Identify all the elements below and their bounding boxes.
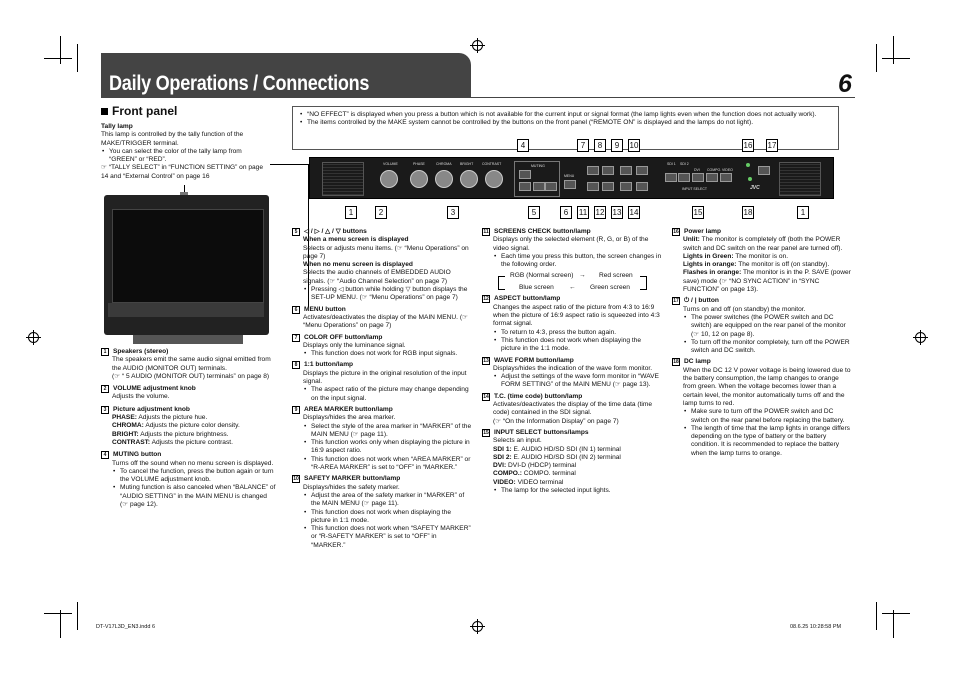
item-17-title: 17 ⏻ / | button <box>673 297 719 305</box>
safety-marker-button[interactable] <box>636 166 648 175</box>
item-18-bullet: • Make sure to turn off the POWER switch and DC switch on the rear panel before replacing the battery. <box>683 408 852 425</box>
tally-body: This lamp is controlled by the tally function of the MAKE/TRIGGER terminal. <box>101 131 244 147</box>
item-15-sdi1: SDI 1: E. AUDIO HD/SD SDI (IN 1) terminal <box>493 445 621 453</box>
callout-7: 7 <box>577 139 589 152</box>
footer-file: DT-V17L3D_EN3.indd 6 <box>96 624 156 630</box>
sdi1-label: SDI 1 <box>667 162 676 166</box>
sdi2-label: SDI 2 <box>680 162 689 166</box>
crop-mark <box>44 58 72 59</box>
callout-18: 18 <box>743 208 753 217</box>
crop-mark <box>893 610 894 638</box>
callout-3: 3 <box>447 206 459 219</box>
item-14-body: Activates/deactivates the display of the time data (time code) contained in the SDI signal. <box>493 401 653 417</box>
crop-mark <box>882 613 910 614</box>
callout-2: 2 <box>375 206 387 219</box>
item-12-bullet: • This function does not work when displaying the picture in the 1:1 mode. <box>493 337 662 354</box>
tally-lamp-description <box>101 123 271 181</box>
item-16-green: Lights in Green: The monitor is on. <box>683 252 789 260</box>
wave-form-button[interactable] <box>620 182 632 191</box>
item-10-body: Displays/hides the safety marker. <box>303 483 400 491</box>
item-11-body: Displays only the selected element (R, G, or B) of the video signal. <box>493 236 649 252</box>
contrast-knob[interactable] <box>485 170 503 188</box>
flow-bracket-right <box>640 276 647 290</box>
item-4-bullet: • Muting function is also canceled when “BALANCE” of “AUDIO SETTING” in the MAIN MENU is changed (☞ page 12). <box>112 484 276 509</box>
flow-green: Green screen <box>590 284 630 292</box>
tally-ref: ☞ “TALLY SELECT” in “FUNCTION SETTING” on page 14 and “External Control” on page 16 <box>101 164 263 180</box>
brand-logo: JVC <box>750 185 760 191</box>
item-12-body: Changes the aspect ratio of the picture from 4:3 to 16:9 when the picture of 16:9 aspect ratio is squeezed into 4:3 format signal. <box>493 303 660 328</box>
item-4-bullet: • To cancel the function, press the button again or turn the VOLUME adjustment knob. <box>112 468 276 485</box>
item-1-body: The speakers emit the same audio signal emitted from the AUDIO (MONITOR OUT) terminals. <box>112 356 271 372</box>
item-11-bullet: • Each time you press this button, the screen changes in the following order. <box>493 253 662 270</box>
callout-11: 11 <box>578 208 588 217</box>
footer-date: 08.6.25 10:28:58 PM <box>790 624 842 630</box>
column-4 <box>672 228 852 458</box>
crop-mark <box>60 610 61 638</box>
item-13-title: 13 WAVE FORM button/lamp <box>483 356 574 364</box>
item-9-title: 9 AREA MARKER button/lamp <box>292 406 472 414</box>
right-arrow-button[interactable] <box>545 182 557 191</box>
crop-mark <box>77 44 78 72</box>
chroma-knob[interactable] <box>435 170 453 188</box>
phase-knob[interactable] <box>410 170 428 188</box>
note-item: • “NO EFFECT” is displayed when you press a button which is not available for the current input or signal format (the lamp lights even when the function does not actually work). <box>299 111 829 119</box>
callout-5: 5 <box>528 206 540 219</box>
notes-box <box>292 106 839 150</box>
callout-17: 17 <box>767 141 777 150</box>
column-1 <box>101 348 276 509</box>
crop-mark <box>876 44 877 72</box>
sdi1-button[interactable] <box>665 173 677 182</box>
item-9-bullet: • This function does not work when “AREA MARKER” or “R-AREA MARKER” is set to “OFF” in “MARKER.” <box>303 456 472 473</box>
left-arrow-button[interactable] <box>519 182 531 191</box>
front-panel-illustration <box>309 157 834 199</box>
flow-rgb: RGB (Normal screen) <box>510 272 574 280</box>
menu-button[interactable] <box>564 180 576 189</box>
registration-mark-icon <box>915 332 926 343</box>
crop-mark <box>893 36 894 64</box>
callout-15: 15 <box>693 208 703 217</box>
phase-label: PHASE <box>413 162 425 166</box>
item-10-title: 10 SAFETY MARKER button/lamp <box>293 475 401 483</box>
muting-button[interactable] <box>519 170 531 179</box>
flow-red: Red screen <box>599 272 633 280</box>
callout-4: 4 <box>517 139 529 152</box>
callout-14: 14 <box>629 208 639 217</box>
item-15-compo: COMPO.: COMPO. terminal <box>493 470 576 478</box>
dvi-label: DVI <box>694 168 700 172</box>
screens-check-button[interactable] <box>587 182 599 191</box>
item-16-orange: Lights in orange: The monitor is off (on standby). <box>683 261 830 269</box>
item-8-title: 8 1:1 button/lamp <box>292 361 472 369</box>
item-4-body: Turns off the sound when no menu screen is displayed. <box>112 459 274 467</box>
item-7-title: 7 COLOR OFF button/lamp <box>292 334 472 342</box>
arrow-button-cluster <box>514 161 560 197</box>
item-17-bullet: • To turn off the monitor completely, turn off the POWER switch and DC switch. <box>683 339 852 356</box>
callout-1: 1 <box>345 206 357 219</box>
item-6-title: 6 MENU button <box>292 306 472 314</box>
column-3 <box>482 228 662 495</box>
item-1-title: 1 Speakers (stereo) <box>101 348 276 356</box>
item-3-title: 3 Picture adjustment knob <box>101 406 276 414</box>
crop-mark <box>60 36 61 64</box>
item-13-body: Displays/hides the indication of the wave form monitor. <box>493 364 653 372</box>
video-button[interactable] <box>720 173 732 182</box>
registration-mark-icon <box>472 40 483 51</box>
up-arrow-button[interactable] <box>533 182 545 191</box>
item-14-ref: (☞ “On the Information Display” on page 7) <box>493 417 619 425</box>
speaker-right <box>779 162 821 196</box>
title-banner <box>101 53 471 98</box>
item-4-title: 4 MUTING button <box>101 451 276 459</box>
monitor-illustration <box>104 195 269 335</box>
item-18-body: When the DC 12 V power voltage is being lowered due to the battery consumption, the lamp changes to orange from green. When the voltage becomes lower than a certain level, the monitor automatically turns off and the lamp turns to red. <box>683 366 851 407</box>
crop-mark <box>44 613 72 614</box>
compo-label: COMPO. <box>707 168 722 172</box>
item-2-title: 2 VOLUME adjustment knob <box>101 385 276 393</box>
arrow-right-icon: → <box>579 272 586 280</box>
header-rule <box>471 97 855 98</box>
item-10-bullet: • This function does not work when “SAFETY MARKER” or “R-SAFETY MARKER” is set to “OFF” in “MARKER.” <box>303 525 472 550</box>
item-5-sub1: When a menu screen is displayed <box>303 236 409 244</box>
item-8-body: Displays the picture in the original resolution of the input signal. <box>303 369 467 386</box>
tally-title: Tally lamp <box>101 123 133 130</box>
item-18-bullet: • The length of time that the lamp lights in orange differs depending on the type of battery or the battery condition. It is recommended to replace the battery when the lamp turns to orange. <box>683 425 852 458</box>
callout-10: 10 <box>629 141 639 150</box>
volume-label: VOLUME <box>383 162 398 166</box>
item-2-body: Adjusts the volume. <box>112 393 170 401</box>
item-9-body: Displays/hides the area marker. <box>303 414 396 422</box>
crop-mark <box>876 602 877 630</box>
note-item: • The items controlled by the MAKE system cannot be controlled by the buttons on the front panel (“REMOTE ON” is displayed and the lamps do not light). <box>299 119 829 127</box>
volume-knob[interactable] <box>380 170 398 188</box>
item-5-sub1-body: Selects or adjusts menu items. (☞ “Menu Operations” on page 7) <box>303 244 469 260</box>
crop-mark <box>882 58 910 59</box>
item-3-bright: BRIGHT: Adjusts the picture brightness. <box>112 430 229 438</box>
arrow-left-icon: ← <box>569 284 576 292</box>
item-11-title: 11 SCREENS CHECK button/lamp <box>483 228 591 235</box>
callout-1-right: 1 <box>797 206 809 219</box>
item-8-bullet: • The aspect ratio of the picture may change depending on the input signal. <box>303 386 472 403</box>
item-12-title: 12 ASPECT button/lamp <box>483 295 561 303</box>
item-3-chroma: CHROMA: Adjusts the picture color density. <box>112 422 240 430</box>
one-to-one-button[interactable] <box>602 166 614 175</box>
video-label: VIDEO <box>722 168 733 172</box>
item-15-video: VIDEO: VIDEO terminal <box>493 478 564 486</box>
item-15-body: Selects an input. <box>493 437 542 445</box>
color-off-button[interactable] <box>587 166 599 175</box>
item-1-ref: (☞ “ 5 AUDIO (MONITOR OUT) terminals” on page 8) <box>112 372 270 380</box>
item-16-unlit: Unlit: The monitor is completely off (both the POWER switch and DC switch on the rear panel are turned off). <box>683 236 843 252</box>
page-title: Daily Operations / Connections <box>109 72 370 95</box>
menu-label: MENU <box>564 174 575 178</box>
item-10-bullet: • This function does not work when displaying the picture in 1:1 mode. <box>303 509 472 526</box>
item-7-bullet: • This function does not work for RGB input signals. <box>303 350 472 358</box>
item-10-bullet: • Adjust the area of the safety marker in “MARKER” of the MAIN MENU (☞ page 11). <box>303 492 472 509</box>
tc-button[interactable] <box>636 182 648 191</box>
registration-mark-icon <box>28 332 39 343</box>
flow-blue: Blue screen <box>519 284 554 292</box>
callout-13: 13 <box>612 208 622 217</box>
flow-bracket-left <box>498 276 505 290</box>
compo-button[interactable] <box>706 173 718 182</box>
item-16-title: 16 Power lamp <box>673 228 722 235</box>
item-15-bullet: • The lamp for the selected input lights. <box>493 487 662 495</box>
item-7-body: Displays only the luminance signal. <box>303 341 406 349</box>
speaker-left <box>322 162 364 196</box>
item-13-bullet: • Adjust the settings of the wave form monitor in “WAVE FORM SETTING” of the MAIN MENU (☞ page 13). <box>493 373 662 390</box>
dc-lamp-icon <box>748 177 752 181</box>
callout-8: 8 <box>594 139 606 152</box>
area-marker-button[interactable] <box>620 166 632 175</box>
item-17-body: Turns on and off (on standby) the monitor. <box>683 305 806 313</box>
item-5-bullet: • Pressing ◁ button while holding ▽ button displays the SET-UP MENU. (☞ “Menu Operations” on page 7) <box>303 286 472 303</box>
monitor-screen <box>112 209 264 303</box>
input-select-label: INPUT SELECT <box>682 187 708 191</box>
item-17-bullet: • The power switches (the POWER switch and DC switch) are equipped on the rear panel of the monitor (☞ 10, 12 on page 8). <box>683 314 852 339</box>
crop-mark <box>77 602 78 630</box>
item-6-body: Activates/deactivates the display of the MAIN MENU. (☞ “Menu Operations” on page 7) <box>303 313 468 330</box>
item-9-bullet: • This function works only when displaying the picture in 16:9 aspect ratio. <box>303 439 472 456</box>
section-title: Front panel <box>101 104 177 118</box>
item-5-sub2-body: Selects the audio channels of EMBEDDED AUDIO signals. (☞ “Audio Channel Selection” on page 7) <box>303 269 451 285</box>
monitor-control-strip <box>108 303 264 317</box>
muting-label: MUTING <box>531 164 545 168</box>
item-16-flash: Flashes in orange: The monitor is in the P. SAVE (power save) mode (☞ “NO SYNC ACTION” in “SYNC FUNCTION” on page 13). <box>683 269 851 294</box>
item-15-sdi2: SDI 2: E. AUDIO HD/SD SDI (IN 2) terminal <box>493 453 621 461</box>
callout-16: 16 <box>743 141 753 150</box>
item-12-bullet: • To return to 4:3, press the button again. <box>493 329 662 337</box>
item-3-contrast: CONTRAST: Adjusts the picture contrast. <box>112 438 233 446</box>
square-bullet-icon <box>101 108 108 115</box>
power-lamp-icon <box>746 163 750 167</box>
aspect-button[interactable] <box>602 182 614 191</box>
item-14-title: 14 T.C. (time code) button/lamp <box>483 392 583 400</box>
chroma-label: CHROMA <box>436 162 452 166</box>
power-button[interactable] <box>758 166 770 175</box>
monitor-stand <box>133 335 243 344</box>
item-3-phase: PHASE: Adjusts the picture hue. <box>112 414 208 422</box>
item-18-title: 18 DC lamp <box>673 358 711 366</box>
tally-bullet: • You can select the color of the tally lamp from “GREEN” or “RED”. <box>101 148 271 165</box>
item-15-title: 15 INPUT SELECT buttons/lamps <box>483 428 589 436</box>
item-5-sub2: When no menu screen is displayed <box>303 261 413 269</box>
contrast-label: CONTRAST <box>482 162 502 166</box>
item-5-title: 5 ◁ / ▷ / △ / ▽ buttons <box>292 228 472 236</box>
bright-knob[interactable] <box>460 170 478 188</box>
item-9-bullet: • Select the style of the area marker in “MARKER” of the MAIN MENU (☞ page 11). <box>303 423 472 440</box>
column-2 <box>292 228 472 550</box>
dvi-button[interactable] <box>692 173 704 182</box>
page-number: 6 <box>838 70 852 98</box>
callout-12: 12 <box>595 208 605 217</box>
registration-mark-icon <box>472 621 483 632</box>
sdi2-button[interactable] <box>678 173 690 182</box>
callout-6: 6 <box>560 206 572 219</box>
bright-label: BRIGHT <box>460 162 474 166</box>
item-15-dvi: DVI: DVI-D (HDCP) terminal <box>493 462 577 470</box>
screen-order-flow <box>494 269 662 295</box>
callout-9: 9 <box>611 139 623 152</box>
